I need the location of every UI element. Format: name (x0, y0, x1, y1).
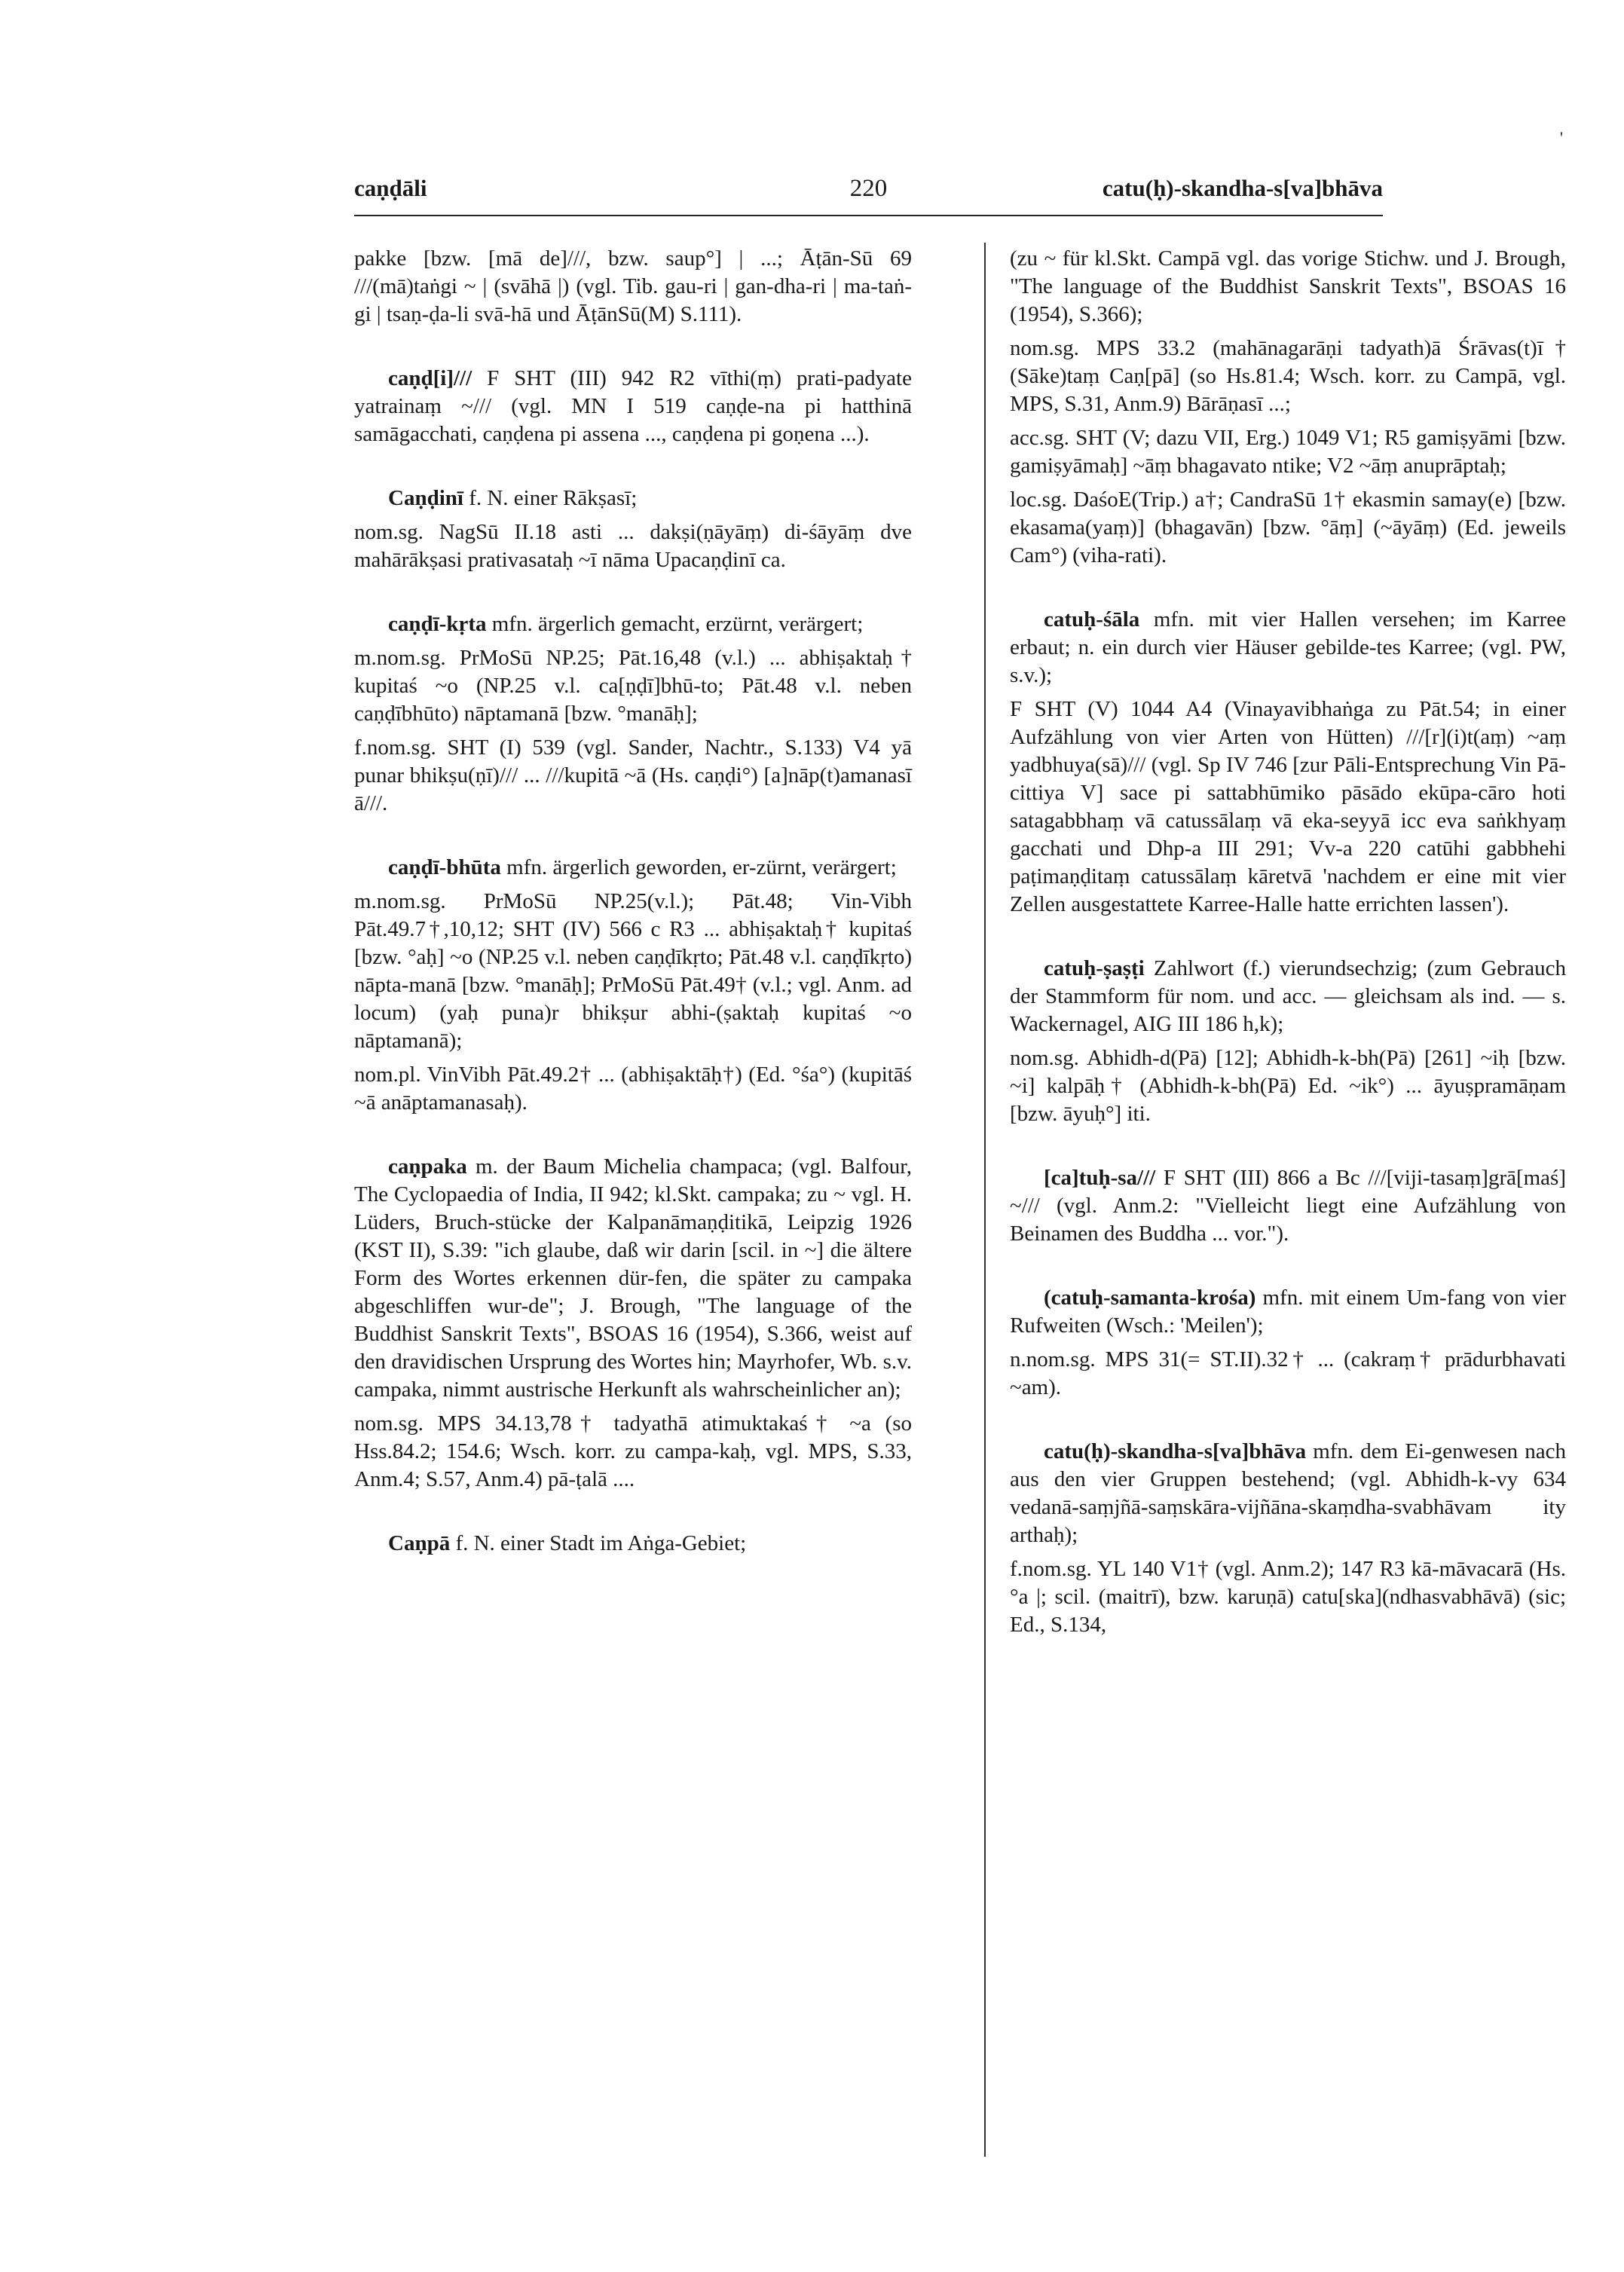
entry-headword: catuḥ-śāla (1044, 607, 1140, 631)
entry-headword: catuḥ-ṣaṣṭi (1044, 956, 1145, 980)
entry-text: n.nom.sg. MPS 31(= ST.II).32† ... (cakraṃ† prādurbhavati ~am). (1010, 1347, 1566, 1399)
page-number: 220 (849, 175, 888, 202)
right-column (1010, 245, 1566, 1675)
header-left-guideword: caṇḍāli (354, 175, 427, 201)
entry-text: nom.sg. NagSū II.18 asti ... dakṣi(ṇāyāṃ) di-śāyāṃ dve mahārākṣasi prativasataḥ ~ī nāma Upacaṇḍinī ca. (354, 520, 912, 572)
dictionary-entry (354, 245, 912, 329)
entry-headword: Caṇpā (388, 1531, 451, 1555)
entry-text: F SHT (III) 942 R2 vīthi(ṃ) prati-padyate yatrainaṃ ~/// (vgl. MN I 519 caṇḍe-na pi hatthinā samāgacchati, caṇḍena pi assena ..., caṇḍena pi goṇena ...). (354, 366, 912, 446)
entry-paragraph (1010, 1284, 1566, 1340)
left-column (354, 245, 912, 1594)
dictionary-entry (354, 485, 912, 574)
entry-paragraph (354, 245, 912, 329)
entry-paragraph (1010, 1438, 1566, 1549)
entry-paragraph (354, 518, 912, 574)
entry-text: mfn. ärgerlich geworden, er-zürnt, verärgert; (500, 855, 897, 879)
header-right-guideword: catu(ḥ)-skandha-s[va]bhāva (1102, 175, 1383, 201)
entry-paragraph (1010, 606, 1566, 690)
entry-paragraph (354, 485, 912, 512)
dictionary-entry (354, 854, 912, 1117)
entry-text: Zahlwort (f.) vierundsechzig; (zum Gebrauch der Stammform für nom. und acc. — gleichsam als ind. — s. Wackernagel, AIG III 186 h,k); (1010, 956, 1566, 1036)
entry-paragraph (1010, 1555, 1566, 1639)
page-corner-mark: ' (1560, 128, 1563, 147)
entry-text: f. N. einer Rākṣasī; (463, 486, 638, 510)
column-divider (984, 243, 986, 2157)
dictionary-entry (1010, 606, 1566, 919)
entry-text: mfn. ärgerlich gemacht, erzürnt, verärgert; (486, 612, 864, 636)
entry-paragraph (354, 734, 912, 818)
entry-text: mfn. mit einem Um-fang von vier Rufweiten (Wsch.: 'Meilen'); (1010, 1286, 1566, 1338)
entry-text: mfn. mit vier Hallen versehen; im Karree erbaut; n. ein durch vier Häuser gebilde-tes Karree; (vgl. PW, s.v.); (1010, 607, 1566, 687)
entry-paragraph (1010, 486, 1566, 570)
dictionary-entry (354, 1530, 912, 1558)
dictionary-entry (1010, 1438, 1566, 1639)
entry-text: F SHT (V) 1044 A4 (Vinayavibhaṅga zu Pāt.54; in einer Aufzählung von vier Arten von Hütten) ///[r](i)t(aṃ) ~aṃ yadbhuya(sā)/// (vgl. Sp IV 746 [zur Pāli-Entsprechung Vin Pā-cittiya V] sace pi sattabhūmiko pāsādo ekūpa-cāro hoti satagabbhaṃ vā catussālaṃ vā eka-seyyā icc eva saṅkhyaṃ gacchati und Dhp-a III 291; Vv-a 220 catūhi gabbhehi paṭimaṇḍitaṃ catussālaṃ kāretvā 'nachdem er eine mit vier Zellen ausgestattete Karree-Halle hatte errichten lassen'). (1010, 697, 1566, 916)
entry-headword: caṇpaka (388, 1154, 467, 1179)
entry-paragraph (1010, 955, 1566, 1038)
entry-text: nom.pl. VinVibh Pāt.49.2† ... (abhiṣaktāḥ†) (Ed. °śa°) (kupitāś ~ā anāptamanasaḥ). (354, 1063, 912, 1115)
entry-paragraph (354, 1061, 912, 1117)
entry-paragraph (1010, 335, 1566, 418)
entry-text: nom.sg. Abhidh-d(Pā) [12]; Abhidh-k-bh(Pā) [261] ~iḥ [bzw. ~i] kalpāḥ† (Abhidh-k-bh(Pā) Ed. ~ik°) ... āyuṣpramāṇam [bzw. āyuḥ°] iti. (1010, 1046, 1566, 1126)
entry-paragraph (354, 1530, 912, 1558)
entry-text: (zu ~ für kl.Skt. Campā vgl. das vorige Stichw. und J. Brough, "The language of the Buddhist Sanskrit Texts", BSOAS 16 (1954), S.366); (1010, 246, 1566, 326)
entry-paragraph (354, 644, 912, 728)
running-header (354, 175, 1383, 220)
header-rule (354, 215, 1383, 216)
entry-headword: (catuḥ-samanta-krośa) (1044, 1286, 1256, 1310)
entry-headword: caṇḍ[i]/// (388, 366, 473, 390)
dictionary-entry (1010, 245, 1566, 570)
entry-paragraph (354, 365, 912, 448)
entry-text: m.nom.sg. PrMoSū NP.25; Pāt.16,48 (v.l.) ... abhiṣaktaḥ† kupitaś ~o (NP.25 v.l. ca[ṇḍī]bhū-to; Pāt.48 v.l. neben caṇḍībhūto) nāptamanā [bzw. °manāḥ]; (354, 646, 912, 726)
entry-headword: caṇḍī-kṛta (388, 612, 487, 636)
entry-text: loc.sg. DaśoE(Trip.) a†; CandraSū 1† ekasmin samay(e) [bzw. ekasama(yaṃ)] (bhagavān) [bzw. °āṃ] (~āyāṃ) (Ed. jeweils Cam°) (viha-rati). (1010, 488, 1566, 567)
entry-text: pakke [bzw. [mā de]///, bzw. saup°] | ...; Āṭān-Sū 69 ///(mā)taṅgi ~ | (svāhā |) (vgl. Tib. gau-ri | gan-dha-ri | ma-taṅ-gi | tsaṇ-ḍa-li svā-hā und ĀṭānSū(M) S.111). (354, 246, 912, 326)
dictionary-entry (354, 1153, 912, 1494)
dictionary-entry (1010, 1284, 1566, 1402)
entry-paragraph (354, 888, 912, 1055)
entry-text: nom.sg. MPS 33.2 (mahānagarāṇi tadyath)ā Śrāvas(t)ī† (Sāke)taṃ Caṇ[pā] (so Hs.81.4; Wsch. korr. zu Campā, vgl. MPS, S.31, Anm.9) Bārāṇasī ...; (1010, 336, 1566, 416)
entry-text: f.nom.sg. YL 140 V1† (vgl. Anm.2); 147 R3 kā-māvacarā (Hs. °a |; scil. (maitrī), bzw. karuṇā) catu[ska](ndhasvabhāvā) (sic; Ed., S.134, (1010, 1557, 1566, 1637)
entry-paragraph (354, 1153, 912, 1404)
entry-text: F SHT (III) 866 a Bc ///[viji-tasaṃ]grā[maś] ~/// (vgl. Anm.2: "Vielleicht liegt eine Aufzählung von Beinamen des Buddha ... vor."). (1010, 1166, 1566, 1246)
dictionary-entry (1010, 1164, 1566, 1248)
entry-paragraph (354, 1410, 912, 1494)
entry-text: nom.sg. MPS 34.13,78† tadyathā atimuktakaś† ~a (so Hss.84.2; 154.6; Wsch. korr. zu campa-kaḥ, vgl. MPS, S.33, Anm.4; S.57, Anm.4) pā-ṭalā .... (354, 1411, 912, 1491)
entry-paragraph (1010, 245, 1566, 329)
entry-headword: catu(ḥ)-skandha-s[va]bhāva (1044, 1439, 1307, 1463)
entry-text: acc.sg. SHT (V; dazu VII, Erg.) 1049 V1; R5 gamiṣyāmi [bzw. gamiṣyāmaḥ] ~āṃ bhagavato ntike; V2 ~āṃ anuprāptaḥ; (1010, 426, 1566, 478)
entry-paragraph (1010, 1346, 1566, 1402)
entry-text: f.nom.sg. SHT (I) 539 (vgl. Sander, Nachtr., S.133) V4 yā punar bhikṣu(ṇī)/// ... ///kupitā ~ā (Hs. caṇḍi°) [a]nāp(t)amanasī ā///. (354, 735, 912, 815)
entry-paragraph (1010, 1164, 1566, 1248)
dictionary-entry (354, 365, 912, 448)
entry-paragraph (1010, 424, 1566, 480)
entry-paragraph (1010, 1044, 1566, 1128)
entry-paragraph (354, 854, 912, 882)
entry-headword: Caṇḍinī (388, 486, 463, 510)
entry-text: m. der Baum Michelia champaca; (vgl. Balfour, The Cyclopaedia of India, II 942; kl.Skt. campaka; zu ~ vgl. H. Lüders, Bruch-stücke der Kalpanāmaṇḍitikā, Leipzig 1926 (KST II), S.39: "ich glaube, daß wir darin [scil. in ~] die ältere Form des Wortes erkennen dür-fen, die später zu campaka abgeschliffen wur-de"; J. Brough, "The language of the Buddhist Sanskrit Texts", BSOAS 16 (1954), S.366, weist auf den dravidischen Ursprung des Wortes hin; Mayrhofer, Wb. s.v. campaka, nimmt austrische Herkunft als wahrscheinlicher an); (354, 1154, 912, 1402)
entry-paragraph (1010, 696, 1566, 919)
entry-headword: caṇḍī-bhūta (388, 855, 501, 879)
dictionary-entry (1010, 955, 1566, 1128)
dictionary-entry (354, 610, 912, 818)
entry-text: m.nom.sg. PrMoSū NP.25(v.l.); Pāt.48; Vin-Vibh Pāt.49.7†,10,12; SHT (IV) 566 c R3 ... abhiṣaktaḥ† kupitaś [bzw. °aḥ] ~o (NP.25 v.l. neben caṇḍīkṛto; Pāt.48 v.l. caṇḍīkṛto) nāpta-manā [bzw. °manāḥ]; PrMoSū Pāt.49† (v.l.; vgl. Anm. ad locum) (yaḥ puna)r bhikṣur abhi-(ṣaktaḥ kupitaś ~o nāptamanā); (354, 889, 912, 1053)
entry-text: f. N. einer Stadt im Aṅga-Gebiet; (450, 1531, 747, 1555)
entry-text: mfn. dem Ei-genwesen nach aus den vier Gruppen bestehend; (vgl. Abhidh-k-vy 634 vedanā-saṃjñā-saṃskāra-vijñāna-skaṃdha-svabhāvam ity arthaḥ); (1010, 1439, 1566, 1547)
entry-paragraph (354, 610, 912, 638)
entry-headword: [ca]tuḥ-sa/// (1044, 1166, 1156, 1190)
